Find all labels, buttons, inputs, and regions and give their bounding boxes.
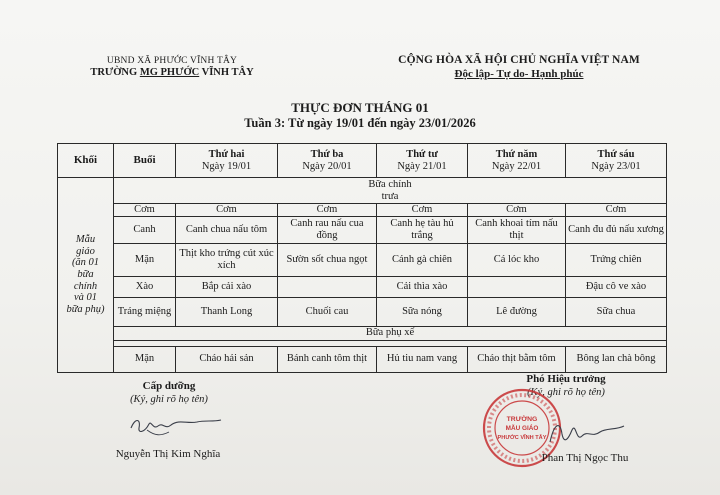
table-row <box>58 276 667 297</box>
menu-cell <box>278 276 377 297</box>
menu-cell: Canh rau nấu cua đồng <box>278 216 377 243</box>
menu-cell: Thanh Long <box>176 297 278 326</box>
row-label: Canh <box>114 216 176 243</box>
row-label: Xào <box>114 276 176 297</box>
menu-cell: Canh hẹ tàu hủ trắng <box>377 216 468 243</box>
section-snack: Bữa phụ xế <box>114 326 667 340</box>
seal-text-3: PHƯỚC VĨNH TÂY <box>497 435 547 441</box>
row-label: Mặn <box>114 243 176 276</box>
table-row <box>58 204 667 217</box>
menu-cell: Chuối cau <box>278 297 377 326</box>
section-row <box>58 326 667 340</box>
vice-principal-signature <box>546 414 626 454</box>
seal-text-1: TRƯỜNG <box>506 416 538 423</box>
col-header-khoi: Khối <box>58 144 114 178</box>
khoi-cell: Mẫu giáo (ăn 01 bữa chính và 01 bữa phụ) <box>58 178 114 373</box>
menu-cell: Sữa chua <box>566 297 667 326</box>
table-row <box>58 243 667 276</box>
menu-cell: Canh khoai tím nấu thịt <box>468 216 566 243</box>
table-row <box>58 297 667 326</box>
cook-signature-block <box>104 380 234 405</box>
section-row <box>58 178 667 204</box>
section-main-meal: Bữa chính trưa <box>114 178 667 204</box>
school-header <box>62 56 282 78</box>
menu-cell: Cháo hải sản <box>176 346 278 372</box>
table-header-row <box>58 144 667 178</box>
menu-cell: Bánh canh tôm thịt <box>278 346 377 372</box>
menu-cell: Đậu cô ve xào <box>566 276 667 297</box>
menu-table <box>57 143 667 373</box>
menu-cell: Cơm <box>566 204 667 217</box>
menu-cell: Bắp cải xào <box>176 276 278 297</box>
document-title: THỰC ĐƠN THÁNG 01 <box>291 100 429 115</box>
menu-cell: Thịt kho trứng cút xúc xích <box>176 243 278 276</box>
menu-cell: Bông lan chà bông <box>566 346 667 372</box>
menu-cell: Cơm <box>176 204 278 217</box>
menu-cell: Cháo thịt bằm tôm <box>468 346 566 372</box>
seal-text-2: MẪU GIÁO <box>505 425 539 432</box>
row-label: Tráng miệng <box>114 297 176 326</box>
menu-cell: Cánh gà chiên <box>377 243 468 276</box>
cook-sign-note: (Ký, ghi rõ họ tên) <box>130 394 208 405</box>
vice-principal-name: Phan Thị Ngọc Thu <box>541 452 629 464</box>
menu-cell: Cá lóc kho <box>468 243 566 276</box>
col-header-day: Thứ hai Ngày 19/01 <box>176 144 278 178</box>
cook-name: Nguyễn Thị Kim Nghĩa <box>115 448 221 460</box>
cook-signature <box>125 410 225 442</box>
col-header-day: Thứ năm Ngày 22/01 <box>468 144 566 178</box>
menu-cell: Sườn sốt chua ngọt <box>278 243 377 276</box>
row-label: Cơm <box>114 204 176 217</box>
menu-cell: Cải thìa xào <box>377 276 468 297</box>
menu-cell <box>468 276 566 297</box>
col-header-day: Thứ tư Ngày 21/01 <box>377 144 468 178</box>
col-header-buoi: Buổi <box>114 144 176 178</box>
col-header-day: Thứ sáu Ngày 23/01 <box>566 144 667 178</box>
menu-cell: Canh đu đủ nấu xương <box>566 216 667 243</box>
table-row <box>58 346 667 372</box>
vice-principal-sign-note: (Ký, ghi rõ họ tên) <box>527 387 605 398</box>
col-header-day: Thứ ba Ngày 20/01 <box>278 144 377 178</box>
school-name: TRƯỜNG MG PHƯỚC VĨNH TÂY <box>90 67 254 78</box>
cook-role: Cấp dưỡng <box>142 380 196 392</box>
menu-cell: Cơm <box>278 204 377 217</box>
document-subtitle: Tuần 3: Từ ngày 19/01 đến ngày 23/01/2026 <box>244 116 476 130</box>
commune-name: UBND XÃ PHƯỚC VĨNH TÂY <box>106 56 238 66</box>
menu-cell: Lê đường <box>468 297 566 326</box>
menu-cell: Cơm <box>377 204 468 217</box>
menu-cell: Canh chua nấu tôm <box>176 216 278 243</box>
menu-cell: Hủ tiu nam vang <box>377 346 468 372</box>
national-name: CỘNG HÒA XÃ HỘI CHỦ NGHĨA VIỆT NAM <box>398 54 640 66</box>
menu-cell: Sữa nóng <box>377 297 468 326</box>
table-row <box>58 216 667 243</box>
menu-cell: Cơm <box>468 204 566 217</box>
vice-principal-role: Phó Hiệu trưởng <box>526 373 606 385</box>
menu-cell: Trứng chiên <box>566 243 667 276</box>
national-header <box>384 54 654 80</box>
row-label: Mặn <box>114 346 176 372</box>
national-motto: Độc lập- Tự do- Hạnh phúc <box>454 68 584 80</box>
